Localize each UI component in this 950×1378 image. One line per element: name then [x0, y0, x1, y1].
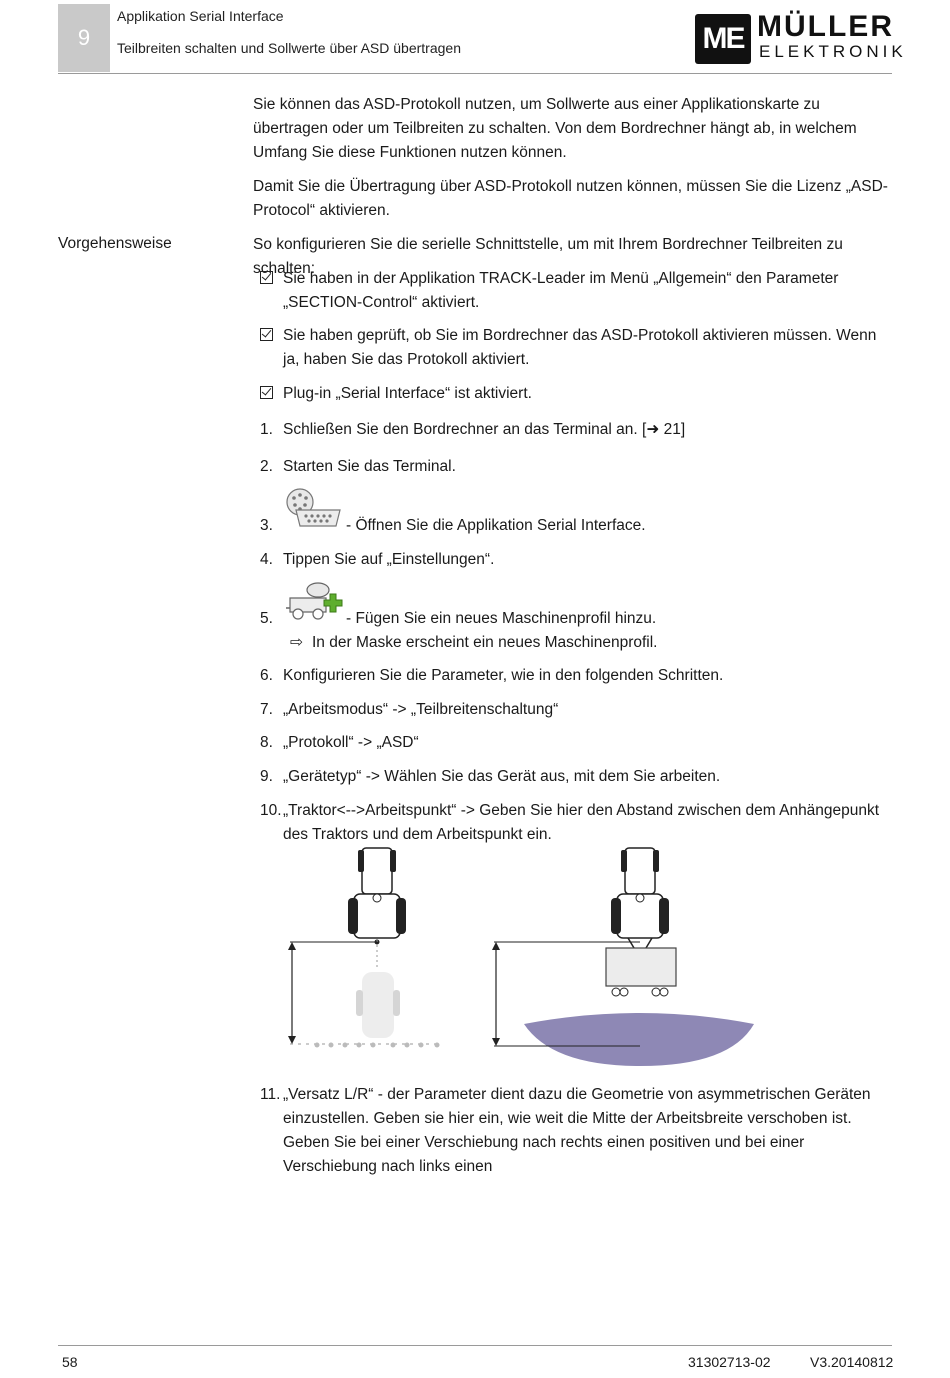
step-item: 10. „Traktor<-->Arbeitspunkt“ -> Geben Sie hier den Abstand zwischen dem Anhängepunkt des Traktors und dem Arbeitspunkt ein. [260, 802, 880, 843]
footer-divider [58, 1345, 892, 1346]
step-item: 5. - Fügen Sie ein neues Maschinenprofil hinzu. [260, 610, 657, 627]
header-divider [58, 73, 892, 74]
tractor-left-illustration [348, 848, 406, 968]
prerequisite-item: Sie haben geprüft, ob Sie im Bordrechner das ASD-Protokoll aktivieren müssen. Wenn ja, haben Sie das Protokoll aktiviert. [260, 324, 892, 372]
add-machine-profile-icon [284, 580, 344, 624]
procedure-label: Vorgehensweise [58, 235, 172, 252]
step-item: 2. Starten Sie das Terminal. [260, 458, 456, 475]
step-item: 9. „Gerätetyp“ -> Wählen Sie das Gerät aus, mit dem Sie arbeiten. [260, 768, 721, 785]
mueller-elektronik-logo [695, 10, 907, 66]
cross-reference-arrow-icon: ➜ [646, 421, 664, 438]
result-arrow-icon: ⇨ [290, 634, 303, 651]
step-item: 6. Konfigurieren Sie die Parameter, wie in den folgenden Schritten. [260, 667, 724, 684]
prerequisite-item: Sie haben in der Applikation TRACK-Leader im Menü „Allgemein“ den Parameter „SECTION-Control“ aktiviert. [260, 267, 892, 315]
prerequisite-item: Plug-in „Serial Interface“ ist aktiviert. [260, 382, 892, 406]
step-item: 8. „Protokoll“ -> „ASD“ [260, 734, 419, 751]
tractor-working-point-diagram [270, 840, 770, 1070]
step-item: 11. „Versatz L/R“ - der Parameter dient dazu die Geometrie von asymmetrischen Geräten einzustellen. Geben sie hier ein, wie weit die Mitte der Arbeitsbreite verschoben ist. Geben Sie bei einer Verschiebung nach rechts einen positiven und bei einer Verschiebung nach links einen [260, 1086, 871, 1175]
header-title: Applikation Serial Interface [117, 8, 284, 24]
page-reference[interactable]: 21] [663, 421, 686, 438]
intro-paragraph-1: Sie können das ASD-Protokoll nutzen, um Sollwerte aus einer Applikationskarte zu übertragen oder um Teilbreiten zu schalten. Von dem Bordrechner hängt ab, in welchem Umfang Sie diese Funktionen nutzen können. [253, 96, 857, 161]
tractor-right-illustration [606, 848, 676, 996]
procedure-intro: So konfigurieren Sie die serielle Schnittstelle, um mit Ihrem Bordrechner Teilbreiten zu schalten: [253, 236, 843, 277]
logo-me-mark: ME [695, 14, 751, 64]
logo-word-mueller: MÜLLER [757, 10, 894, 43]
page-number: 58 [62, 1354, 78, 1370]
document-version: V3.20140812 [810, 1354, 894, 1370]
chapter-number: 9 [58, 4, 110, 72]
step-item: 4. Tippen Sie auf „Einstellungen“. [260, 551, 495, 568]
checkbox-checked-icon [260, 328, 273, 341]
serial-interface-app-icon [284, 488, 344, 530]
checkbox-checked-icon [260, 271, 273, 284]
work-area-shape [524, 1013, 754, 1066]
step-item: 1. Schließen Sie den Bordrechner an das Terminal an. [➜ 21] [260, 421, 686, 438]
header-subtitle: Teilbreiten schalten und Sollwerte über ASD übertragen [117, 40, 461, 56]
step-result: ⇨ In der Maske erscheint ein neues Maschinenprofil. [290, 634, 658, 651]
logo-word-elektronik: ELEKTRONIK [759, 42, 907, 61]
trailer-faded-illustration [356, 972, 400, 1038]
intro-paragraph-2: Damit Sie die Übertragung über ASD-Protokoll nutzen können, müssen Sie die Lizenz „ASD-Protocol“ aktivieren. [253, 178, 888, 219]
document-number: 31302713-02 [688, 1354, 771, 1370]
step-item: 3. - Öffnen Sie die Applikation Serial Interface. [260, 517, 646, 534]
step-item: 7. „Arbeitsmodus“ -> „Teilbreitenschaltung“ [260, 701, 559, 718]
checkbox-checked-icon [260, 386, 273, 399]
